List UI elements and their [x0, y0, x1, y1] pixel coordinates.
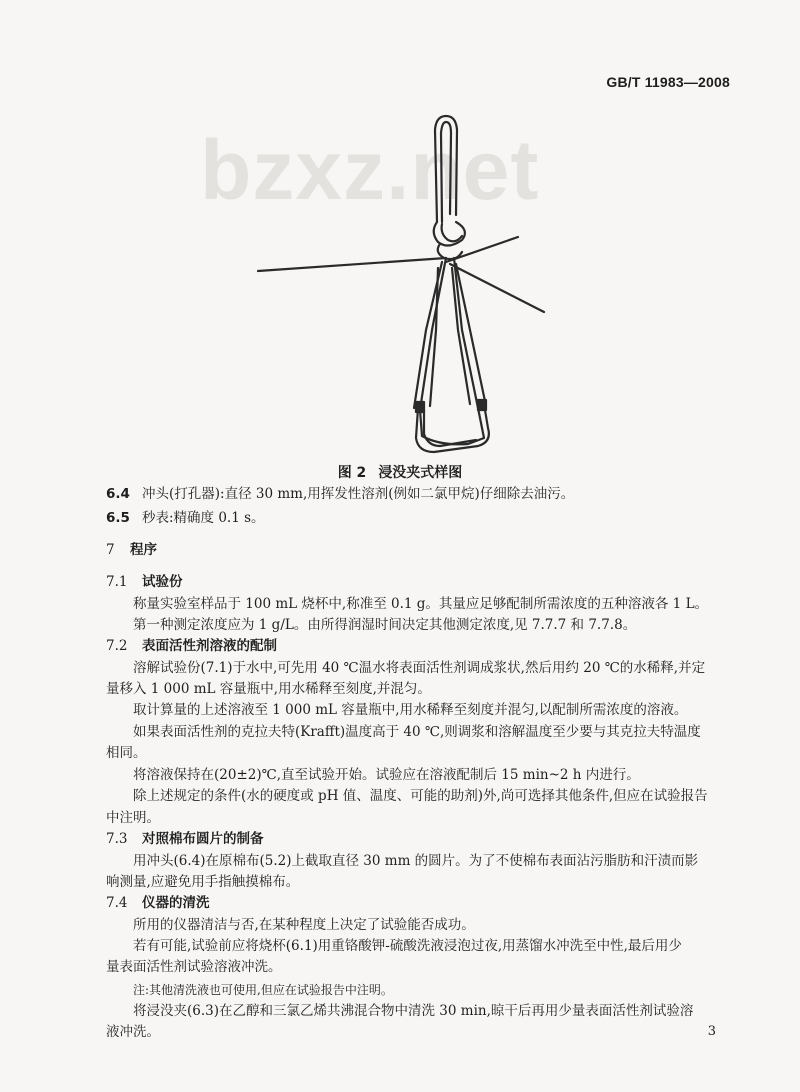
clause-7-1-heading: [106, 572, 183, 592]
clause-title: 试验份: [142, 574, 183, 590]
section-7-heading: [106, 540, 157, 560]
clip-left-arm: [258, 258, 446, 271]
item-number: 6.4: [106, 486, 130, 502]
note: 注:其他清洗液也可使用,但应在试验报告中注明。: [133, 983, 393, 997]
standard-number: GB/T 11983—2008: [606, 74, 730, 90]
paragraph: 取计算量的上述溶液至 1 000 mL 容量瓶中,用水稀释至刻度并混匀,以配制所需浓度的溶液。: [133, 702, 688, 718]
immersion-clip-figure: [0, 0, 800, 460]
paragraph: 如果表面活性剂的克拉夫特(Krafft)温度高于 40 ℃,则调浆和溶解温度至少要与其克拉夫特温度: [133, 724, 701, 740]
paragraph-continued: 量表面活性剂试验溶液冲洗。: [106, 959, 282, 975]
clause-title: 表面活性剂溶液的配制: [142, 638, 277, 654]
paragraph: 第一种测定浓度应为 1 g/L。由所得润湿时间决定其他测定浓度,见 7.7.7 和 7.7.8。: [133, 617, 637, 633]
paragraph: 将溶液保持在(20±2)℃,直至试验开始。试验应在溶液配制后 15 min~2 h 内进行。: [133, 767, 640, 783]
paragraph: 将浸没夹(6.3)在乙醇和三氯乙烯共沸混合物中清洗 30 min,晾干后再用少量表面活性剂试验溶: [133, 1003, 694, 1019]
clause-7-4-heading: [106, 893, 210, 913]
paragraph: 溶解试验份(7.1)于水中,可先用 40 ℃温水将表面活性剂调成浆状,然后用约 20 ℃的水稀释,并定: [133, 660, 706, 676]
paragraph-continued: 响测量,应避免用手指触摸棉布。: [106, 874, 300, 890]
item-text: 秒表:精确度 0.1 s。: [142, 510, 265, 526]
clause-number: 7.2: [106, 638, 128, 654]
clause-number: 7.1: [106, 574, 128, 590]
paragraph-continued: 中注明。: [106, 810, 160, 826]
paragraph-continued: 量移入 1 000 mL 容量瓶中,用水稀释至刻度,并混匀。: [106, 681, 431, 697]
page-number: 3: [707, 1024, 716, 1039]
section-title: 程序: [130, 542, 157, 558]
paragraph: 所用的仪器清洁与否,在某种程度上决定了试验能否成功。: [133, 917, 475, 933]
clause-title: 对照棉布圆片的制备: [142, 831, 264, 847]
item-6-5: [106, 508, 265, 528]
clause-number: 7.4: [106, 895, 128, 911]
section-number: 7: [106, 542, 115, 558]
item-6-4: [106, 484, 574, 504]
figure-caption: [0, 462, 800, 482]
paragraph: 称量实验室样品于 100 mL 烧杯中,称准至 0.1 g。其量应足够配制所需浓度的五种溶液各 1 L。: [133, 596, 709, 612]
clause-number: 7.3: [106, 831, 128, 847]
paragraph-continued: 相同。: [106, 745, 147, 761]
paragraph-continued: 液冲洗。: [106, 1024, 160, 1040]
figure-title: 浸没夹式样图: [378, 465, 463, 481]
item-text: 冲头(打孔器):直径 30 mm,用挥发性溶剂(例如二氯甲烷)仔细除去油污。: [142, 486, 575, 502]
paragraph: 除上述规定的条件(水的硬度或 pH 值、温度、可能的助剂)外,尚可选择其他条件,但应在试验报告: [133, 788, 708, 804]
watermark: bzxz.net: [200, 123, 540, 217]
clause-7-3-heading: [106, 829, 264, 849]
figure-number: 图 2: [337, 465, 367, 481]
item-number: 6.5: [106, 510, 130, 526]
paragraph: 若有可能,试验前应将烧杯(6.1)用重铬酸钾-硫酸洗液浸泡过夜,用蒸馏水冲洗至中性,最后用少: [133, 938, 682, 954]
clause-7-2-heading: [106, 636, 277, 656]
paragraph: 用冲头(6.4)在原棉布(5.2)上截取直径 30 mm 的圆片。为了不使棉布表面沾污脂肪和汗渍而影: [133, 853, 699, 869]
clause-title: 仪器的清洗: [142, 895, 210, 911]
clip-upper-loop: [435, 116, 457, 222]
